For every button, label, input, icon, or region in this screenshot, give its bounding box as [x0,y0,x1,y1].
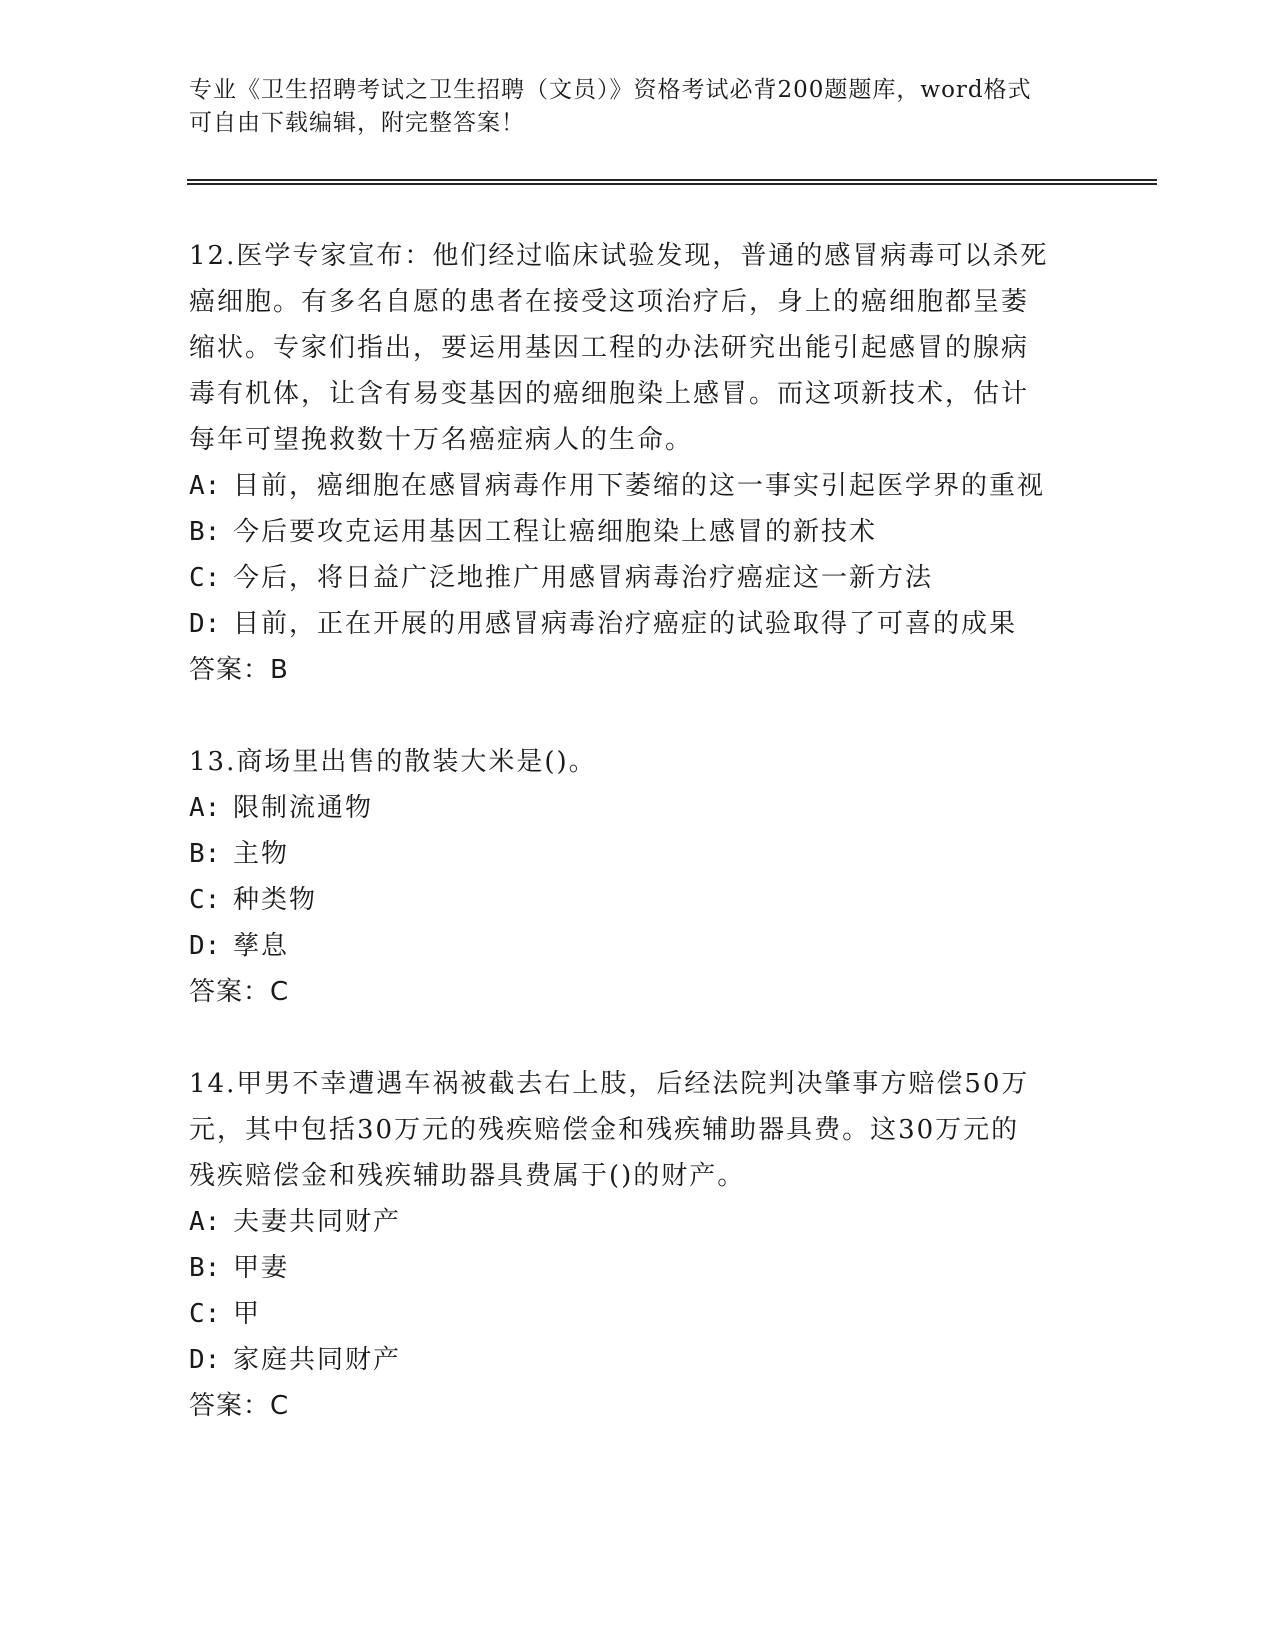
option-letter: B: [189,1253,221,1283]
answer-line: 答案：B [189,655,289,685]
option-text: 限制流通物 [233,793,374,823]
option-text: 目前，正在开展的用感冒病毒治疗癌症的试验取得了可喜的成果 [233,609,1018,639]
question-12 [189,233,1089,693]
question-13 [189,739,1089,1015]
option-text: 今后要攻克运用基因工程让癌细胞染上感冒的新技术 [233,517,878,547]
option-d [189,601,1089,647]
option-text: 家庭共同财产 [233,1345,402,1375]
option-d [189,1337,1089,1383]
question-text-line: 缩状。专家们指出，要运用基因工程的办法研究出能引起感冒的腺病 [189,333,1030,363]
option-b [189,509,1089,555]
option-letter: A: [189,1207,221,1237]
question-text-line: 元，其中包括30万元的残疾赔偿金和残疾辅助器具费。这30万元的 [189,1115,1020,1145]
option-letter: B: [189,839,221,869]
option-text: 种类物 [233,885,318,915]
option-letter: C: [189,563,221,593]
option-text: 主物 [233,839,290,869]
option-text: 今后，将日益广泛地推广用感冒病毒治疗癌症这一新方法 [233,563,934,593]
option-text: 孳息 [233,931,290,961]
question-text-line: 13.商场里出售的散装大米是()。 [189,747,597,777]
option-d [189,923,1089,969]
option-c [189,555,1089,601]
header-line: 专业《卫生招聘考试之卫生招聘（文员）》资格考试必背200题题库，word格式 [189,77,1032,103]
option-b [189,831,1089,877]
option-c [189,877,1089,923]
option-a [189,463,1089,509]
option-letter: A: [189,793,221,823]
option-b [189,1245,1089,1291]
header-line: 可自由下载编辑，附完整答案！ [189,110,525,136]
question-14 [189,1061,1089,1429]
document-header [189,74,1069,140]
question-text-line: 12.医学专家宣布：他们经过临床试验发现，普通的感冒病毒可以杀死 [189,241,1049,271]
question-text-line: 14.甲男不幸遭遇车祸被截去右上肢，后经法院判决肇事方赔偿50万 [189,1069,1030,1099]
answer-line: 答案：C [189,977,290,1007]
question-text-line: 残疾赔偿金和残疾辅助器具费属于()的财产。 [189,1161,746,1191]
question-list [189,233,1089,1475]
option-text: 甲 [233,1299,262,1329]
option-c [189,1291,1089,1337]
question-text-line: 每年可望挽救数十万名癌症病人的生命。 [189,425,694,455]
answer-line: 答案：C [189,1391,290,1421]
option-letter: D: [189,1345,221,1375]
option-text: 甲妻 [233,1253,290,1283]
option-letter: A: [189,471,221,501]
option-letter: C: [189,885,221,915]
question-text-line: 毒有机体，让含有易变基因的癌细胞染上感冒。而这项新技术，估计 [189,379,1030,409]
option-a [189,1199,1089,1245]
header-divider [187,179,1157,185]
option-letter: D: [189,931,221,961]
option-letter: B: [189,517,221,547]
option-text: 目前，癌细胞在感冒病毒作用下萎缩的这一事实引起医学界的重视 [233,471,1046,501]
option-letter: D: [189,609,221,639]
option-a [189,785,1089,831]
option-letter: C: [189,1299,221,1329]
question-text-line: 癌细胞。有多名自愿的患者在接受这项治疗后，身上的癌细胞都呈萎 [189,287,1030,317]
option-text: 夫妻共同财产 [233,1207,402,1237]
